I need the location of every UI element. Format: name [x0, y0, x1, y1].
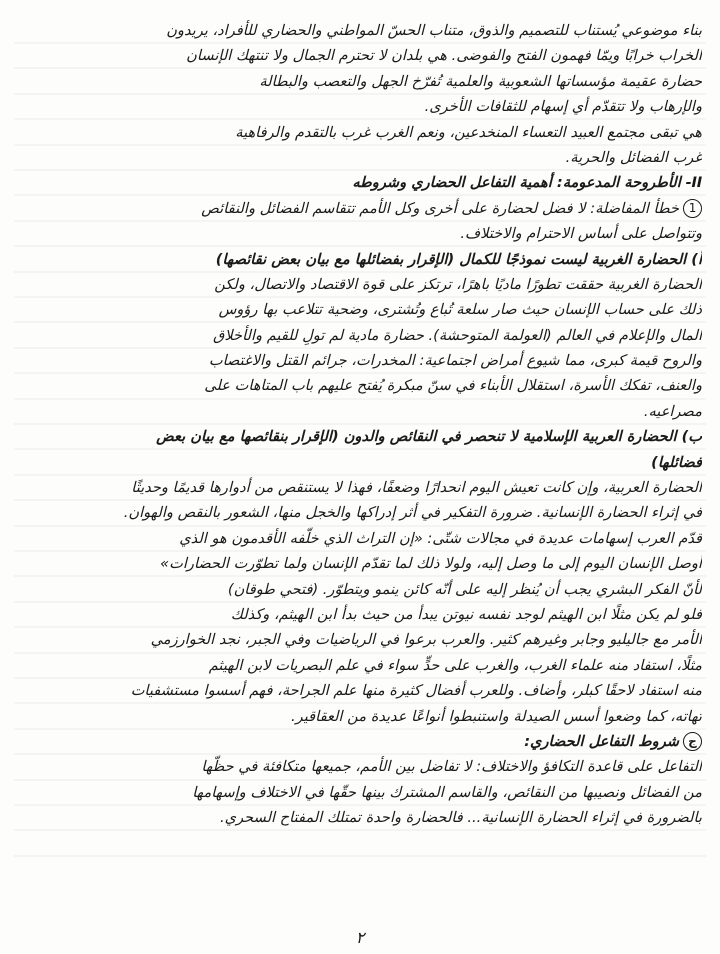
text-line: لأنّ الفكر البشري يجب أن يُنظر إليه على أنّه كائن ينمو ويتطوّر. (فتحي طوقان): [227, 580, 702, 598]
text-line: التفاعل على قاعدة التكافؤ والاختلاف: لا تفاضل بين الأمم، جميعها متكافئة في حظّها: [201, 758, 702, 776]
text-line: بناء موضوعي يُستناب للتصميم والذوق، متناب الحسّ المواطني والحضاري للأفراد، يريدون: [166, 22, 702, 39]
text-line: بالضرورة في إثراء الحضارة الإنسانية... فالحضارة واحدة تمتلك المفتاح السحري.: [220, 809, 702, 827]
text-line: ذلك على حساب الإنسان حيث صار سلعة تُباع وتُشترى، وضحية تتلاعب بها رؤوس: [218, 301, 702, 319]
circled-letter: ج: [683, 732, 702, 751]
text-line: المال والإعلام في العالم (العولمة المتوحشة). حضارة مادية لم تولِ للقيم والأخلاق: [213, 326, 702, 344]
circled-number: 1: [683, 199, 702, 218]
text-line: من الفضائل ونصيبها من النقائص، والقاسم المشترك بينها حقّها في الاختلاف وإسهامها: [192, 783, 702, 801]
section-heading: [22, 729, 702, 754]
text-line: حضارة عقيمة مؤسساتها الشعوبية والعلمية تُفرّخ الجهل والتعصب والبطالة: [259, 72, 702, 90]
text-line: الخراب خرابًا ويمّا فهمون الفتح والفوضى. هي بلدان لا تحترم الجمال ولا تنتهك الإنسان: [186, 47, 702, 65]
section-heading: II- الأطروحة المدعومة: أهمية التفاعل الحضاري وشروطه: [352, 174, 702, 192]
text-line: مصراعيه.: [643, 402, 702, 420]
text-line: مثلًا، استفاد منه علماء الغرب، والغرب على حدٍّ سواء في علم البصريات لابن الهيثم: [208, 656, 702, 674]
page-number: ٢: [355, 928, 365, 947]
text-line: والعنف، تفكك الأسرة، استقلال الأبناء في سنّ مبكرة يُفتح عليهم باب المتاهات على: [204, 377, 702, 395]
page-text: [22, 18, 702, 831]
text-line: أوصل الإنسان اليوم إلى ما وصل إليه، ولولا ذلك لما تقدّم الإنسان ولما تطوّرت الحضارات»: [160, 555, 702, 573]
subheading: ب) الحضارة العربية الإسلامية لا تنحصر في النقائص والدون (الإقرار بنقائصها مع بيان بعض: [156, 428, 702, 446]
text-line: الحضارة العربية، وإن كانت تعيش اليوم انحدارًا وضعفًا، فهذا لا يستنقص من أدوارها قديمًا وحديثًا: [131, 479, 702, 497]
text-line-body: خطأ المفاضلة: لا فضل لحضارة على أخرى وكل الأمم تتقاسم الفضائل والنقائص: [201, 199, 679, 217]
text-line: تهاته، كما وضعوا أسس الصيدلة واستنبطوا أنواعًا عديدة من العقاقير.: [291, 707, 702, 725]
text-line: والإرهاب ولا تتقدّم أي إسهام للثقافات الأخرى.: [424, 98, 702, 116]
text-line: قدّم العرب إسهامات عديدة في مجالات شتّى: «إن التراث الذي خلّفه الأقدمون هو الذي: [179, 529, 702, 547]
text-line: [22, 196, 702, 221]
text-line: والروح قيمة كبرى، مما شيوع أمراض اجتماعية: المخدرات، جرائم القتل والاغتصاب: [208, 352, 702, 370]
heading-text: شروط التفاعل الحضاري:: [524, 732, 679, 750]
subheading-continued: فضائلها): [651, 453, 702, 471]
text-line: هي تبقى مجتمع العبيد التعساء المنخدعين، ونعم الغرب غرب بالتقدم والرفاهية: [235, 123, 702, 141]
text-line: وتتواصل على أساس الاحترام والاختلاف.: [460, 225, 702, 243]
text-line: في إثراء الحضارة الإنسانية. ضرورة التفكير في أثر إدراكها والخجل منها، الشعور بالنقص والهوان.: [123, 504, 702, 522]
text-line: منه استفاد لاحقًا كبلر، وأضاف. وللعرب أفضال كثيرة منها علم الجراحة، فهم أسسوا مستشفيات: [130, 682, 702, 700]
text-line: فلو لم يكن مثلًا ابن الهيثم لوجد نفسه نيوتن يبدأ من حيث بدأ ابن الهيثم، وكذلك: [230, 605, 702, 623]
text-line: الحضارة الغربية حققت تطورًا ماديًا باهرًا، ترتكز على قوة الاقتصاد والاتصال، ولكن: [214, 275, 702, 293]
text-line: الأمر مع جاليليو وجابر وغيرهم كثير. والعرب برعوا في الرياضيات وفي الجبر، نجد الخوارزمي: [150, 631, 702, 649]
text-line: غرب الفضائل والحرية.: [565, 148, 702, 166]
subheading: أ) الحضارة الغربية ليست نموذجًا للكمال (الإقرار بفضائلها مع بيان بعض نقائصها): [215, 250, 702, 268]
